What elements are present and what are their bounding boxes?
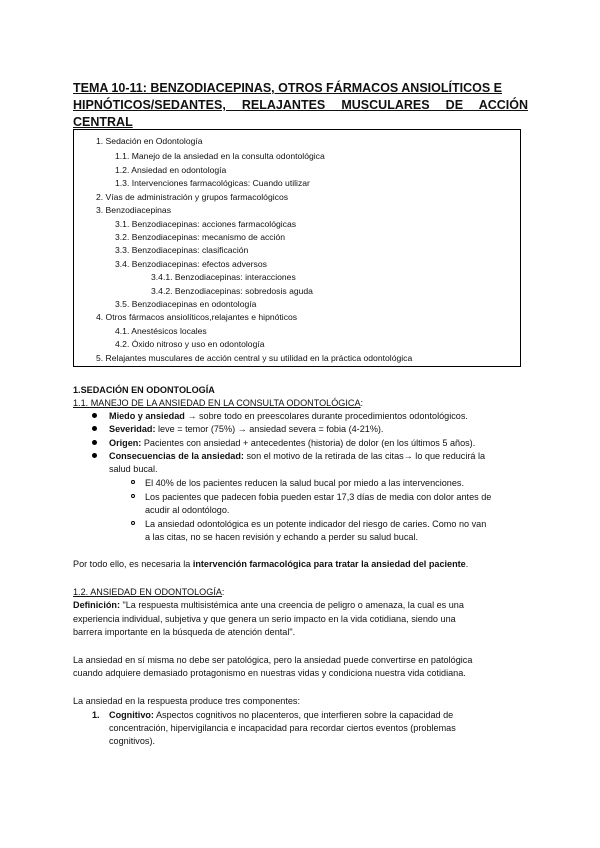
toc-item: 3.2. Benzodiacepinas: mecanismo de acción [115,232,286,242]
list-number: 1. [92,710,100,720]
toc-item: 3. Benzodiacepinas [96,205,172,215]
definition-line: Definición: "La respuesta multisistémica ante una creencia de peligro o amenaza, la cual es una [73,600,464,610]
paragraph-line: La ansiedad en sí misma no debe ser patológica, pero la ansiedad puede convertirse en patológica [73,655,473,665]
toc-item: 3.4. Benzodiacepinas: efectos adversos [115,259,267,269]
toc-item: 5. Relajantes musculares de acción central y su utilidad en la práctica odontológica [96,353,413,363]
conclusion-paragraph: Por todo ello, es necesaria la intervención farmacológica para tratar la ansiedad del paciente. [73,559,469,569]
toc-item: 1.2. Ansiedad en odontología [115,165,227,175]
bullet-icon [92,453,97,458]
section-heading: 1.SEDACIÓN EN ODONTOLOGÍA [73,385,215,395]
toc-item: 3.3. Benzodiacepinas: clasificación [115,245,249,255]
toc-item: 3.1. Benzodiacepinas: acciones farmacológicas [115,219,297,229]
circle-bullet-icon [131,521,135,525]
toc-item: 1.3. Intervenciones farmacológicas: Cuando utilizar [115,178,310,188]
document-title [73,80,528,131]
toc-item: 2. Vías de administración y grupos farmacológicos [96,192,289,202]
sub-list-item-continuation: a las citas, no se hacen revisión y echando a perder su salud bucal. [145,532,418,542]
bullet-icon [92,426,97,431]
sub-list-item: Los pacientes que padecen fobia pueden estar 17,3 días de media con dolor antes de [145,492,492,502]
subsection-heading: 1.2. ANSIEDAD EN ODONTOLOGÍA: [73,587,225,597]
numbered-list-item-continuation: concentración, hipervigilancia e incapacidad para recordar ciertos eventos (problemas [109,723,456,733]
paragraph-line: cuando adquiere demasiado protagonismo en nuestras vidas y condiciona nuestra vida cotidiana. [73,668,466,678]
toc-item: 1.1. Manejo de la ansiedad en la consulta odontológica [115,151,325,161]
bullet-icon [92,440,97,445]
sub-list-item: La ansiedad odontológica es un potente indicador del riesgo de caries. Como no van [145,519,487,529]
title-line-1: TEMA 10-11: BENZODIACEPINAS, OTROS FÁRMACOS ANSIOLÍTICOS E [73,81,502,95]
toc-item: 3.4.2. Benzodiacepinas: sobredosis aguda [151,286,313,296]
toc-item: 4.2. Óxido nitroso y uso en odontología [115,339,265,349]
list-item: Severidad: leve = temor (75%) → ansiedad severa = fobia (4-21%). [109,424,384,434]
list-item: Origen: Pacientes con ansiedad + antecedentes (historia) de dolor (en los últimos 5 años). [109,438,476,448]
bullet-icon [92,413,97,418]
numbered-list-item: Cognitivo: Aspectos cognitivos no placenteros, que interfieren sobre la capacidad de [109,710,454,720]
circle-bullet-icon [131,480,135,484]
toc-item: 1. Sedación en Odontología [96,136,203,146]
definition-line: barrera importante en la búsqueda de atención dental". [73,627,296,637]
sub-list-item: El 40% de los pacientes reducen la salud bucal por miedo a las intervenciones. [145,478,464,488]
list-item: Consecuencias de la ansiedad: son el motivo de la retirada de las citas→ lo que reducirá la [109,451,486,461]
numbered-list-item-continuation: cognitivos). [109,736,155,746]
list-item-continuation: salud bucal. [109,464,158,474]
definition-line: experiencia individual, subjetiva y que genera un serio impacto en la vida cotidiana, siendo una [73,614,456,624]
toc-item: 4.1. Anestésicos locales [115,326,207,336]
toc-item: 3.5. Benzodiacepinas en odontología [115,299,257,309]
sub-list-item-continuation: acudir al odontólogo. [145,505,230,515]
toc-item: 4. Otros fármacos ansiolíticos,relajantes e hipnóticos [96,312,298,322]
title-line-2: HIPNÓTICOS/SEDANTES, RELAJANTES MUSCULARES DE ACCIÓN CENTRAL [73,98,528,129]
components-intro: La ansiedad en la respuesta produce tres componentes: [73,696,300,706]
circle-bullet-icon [131,494,135,498]
list-item: Miedo y ansiedad → sobre todo en preescolares durante procedimientos odontológicos. [109,411,468,421]
subsection-heading: 1.1. MANEJO DE LA ANSIEDAD EN LA CONSULTA ODONTOLÓGICA: [73,398,364,408]
table-of-contents [73,129,521,367]
toc-item: 3.4.1. Benzodiacepinas: interacciones [151,272,296,282]
